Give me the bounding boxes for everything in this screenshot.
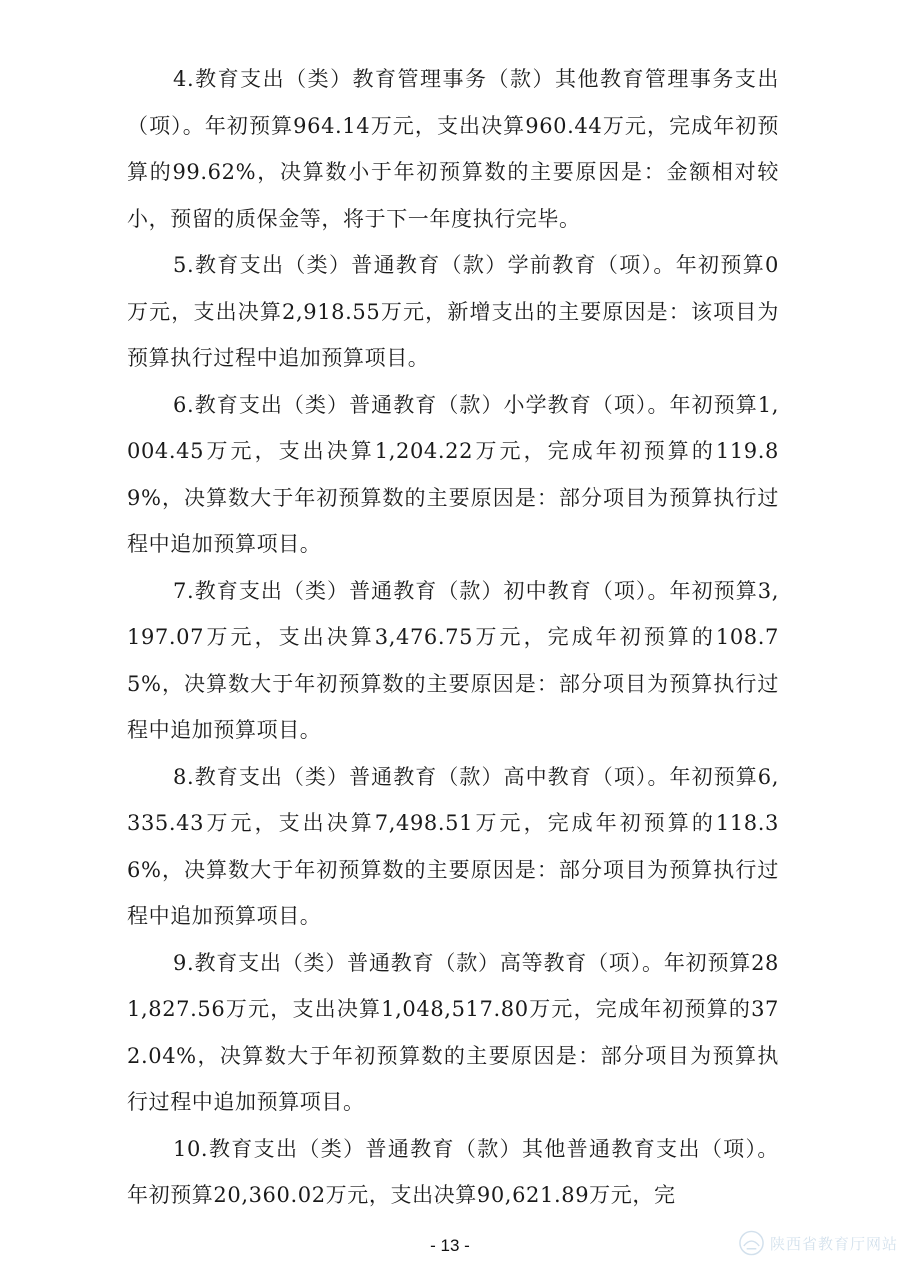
education-department-logo-icon (738, 1229, 765, 1257)
page-number: - 13 - (430, 1236, 470, 1255)
paragraph-item-9: 9.教育支出（类）普通教育（款）高等教育（项）。年初预算281,827.56万元，支出决算1,048,517.80万元，完成年初预算的372.04%，决算数大于年初预算数的主要原因是：部分项目为预算执行过程中追加预算项目。 (127, 950, 779, 1114)
paragraph-item-8: 8.教育支出（类）普通教育（款）高中教育（项）。年初预算6,335.43万元，支出决算7,498.51万元，完成年初预算的118.36%，决算数大于年初预算数的主要原因是：部分项目为预算执行过程中追加预算项目。 (127, 764, 779, 928)
paragraph-item-5: 5.教育支出（类）普通教育（款）学前教育（项）。年初预算0万元，支出决算2,918.55万元，新增支出的主要原因是：该项目为预算执行过程中追加预算项目。 (127, 253, 779, 370)
paragraph-item-4: 4.教育支出（类）教育管理事务（款）其他教育管理事务支出（项）。年初预算964.14万元，支出决算960.44万元，完成年初预算的99.62%，决算数小于年初预算数的主要原因是：金额相对较小，预留的质保金等，将于下一年度执行完毕。 (127, 67, 779, 231)
paragraph-item-10: 10.教育支出（类）普通教育（款）其他普通教育支出（项）。年初预算20,360.02万元，支出决算90,621.89万元，完 (127, 1136, 779, 1207)
paragraph-item-7: 7.教育支出（类）普通教育（款）初中教育（项）。年初预算3,197.07万元，支出决算3,476.75万元，完成年初预算的108.75%，决算数大于年初预算数的主要原因是：部分项目为预算执行过程中追加预算项目。 (127, 578, 779, 742)
site-watermark (738, 1228, 898, 1258)
watermark-text: 陕西省教育厅网站 (769, 1234, 898, 1253)
document-body (127, 56, 779, 1219)
paragraph-item-6: 6.教育支出（类）普通教育（款）小学教育（项）。年初预算1,004.45万元，支出决算1,204.22万元，完成年初预算的119.89%，决算数大于年初预算数的主要原因是：部分项目为预算执行过程中追加预算项目。 (127, 392, 779, 556)
